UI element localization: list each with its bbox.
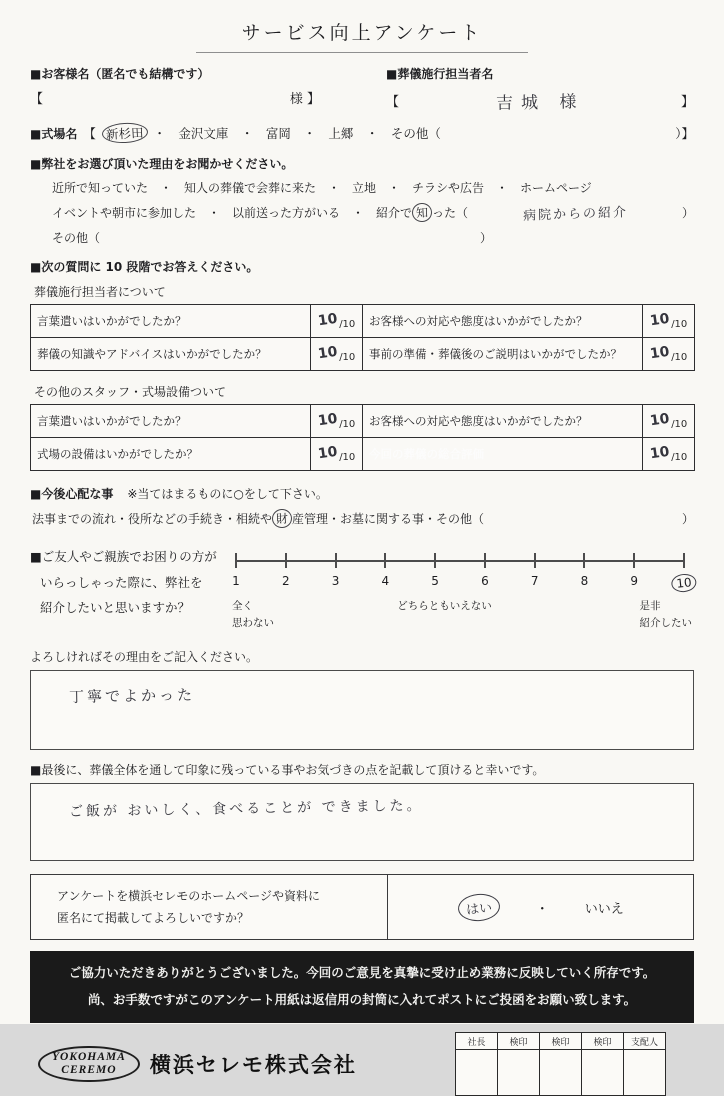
reason-handwritten-wrap	[468, 203, 682, 222]
permission-yes-circled: はい	[457, 892, 501, 923]
permission-separator: ・	[535, 901, 549, 917]
score-cell	[311, 405, 363, 438]
handwritten-score: 10	[648, 410, 671, 430]
recommend-scale	[232, 548, 693, 640]
question-cell: 式場の設備はいかがでしたか？	[31, 438, 311, 471]
staff-bracket-open: 【	[386, 95, 400, 110]
question-cell: 言葉遣いはいかがでしたか？	[31, 305, 311, 338]
venue-selected-circle-annotation: 新杉田	[101, 122, 147, 144]
concern-close: ）	[681, 512, 694, 526]
table2-heading: その他のスタッフ・式場設備ついて	[34, 385, 227, 399]
scale-number-3: 3	[331, 574, 340, 588]
score-cell	[643, 338, 695, 371]
logo-text-line2: CEREMO	[61, 1064, 117, 1077]
score-cell	[643, 305, 695, 338]
reason-write-box	[30, 670, 694, 750]
stamp-header-president: 社長	[456, 1033, 498, 1050]
recommend-question-line1: ■ご友人やご親族でお困りの方が	[30, 549, 217, 564]
score-denominator: /10	[671, 352, 688, 363]
stamp-header-manager: 支配人	[624, 1033, 666, 1050]
overall-rating-cell: 今回の葬儀の総合評価	[363, 438, 643, 471]
score-denominator: /10	[339, 419, 356, 430]
scale-tick	[235, 553, 237, 568]
page-title: サービス向上アンケート	[196, 16, 529, 53]
question-cell: お客様への対応や態度はいかがでしたか？	[363, 305, 643, 338]
scale-label-low-line1: 全く	[232, 600, 253, 612]
footer	[30, 1032, 694, 1096]
handwritten-score: 10	[316, 343, 339, 363]
concern-circle-annotation: 財	[272, 508, 293, 528]
reason-box-handwriting: 丁寧でよかった	[68, 685, 196, 707]
reason-box-label: よろしければその理由をご記入ください。	[30, 650, 259, 664]
stamp-cell	[540, 1050, 582, 1096]
scale-tick	[285, 553, 287, 568]
scale-tick	[434, 553, 436, 568]
scale-number-9: 9	[630, 574, 639, 588]
reason-line2-text-tail: った（	[432, 206, 469, 220]
customer-bracket-open: 【	[30, 92, 44, 107]
score-denominator: /10	[339, 319, 356, 330]
handwritten-score: 10	[648, 443, 671, 463]
permission-no: いいえ	[584, 901, 624, 917]
company-name: 横浜セレモ株式会社	[149, 1053, 357, 1078]
staff-rating-table	[30, 304, 695, 371]
table-row	[31, 305, 695, 338]
handwritten-score: 10	[316, 310, 339, 330]
venue-bracket-close: ）】	[675, 126, 694, 141]
handwritten-score: 10	[316, 410, 339, 430]
scale-number-8: 8	[580, 574, 589, 588]
final-box-handwriting: ご飯が おいしく、食べることが できました。	[68, 797, 424, 821]
recommend-section	[30, 544, 694, 640]
scale-label-high-line2: 紹介したい	[639, 616, 692, 629]
venue-label: ■式場名	[30, 126, 78, 141]
customer-name-field	[30, 88, 386, 113]
scale-label-low	[232, 598, 274, 632]
score-cell	[643, 438, 695, 471]
scale-label-low-line2: 思わない	[232, 616, 274, 629]
reason-other-open: その他（	[52, 231, 101, 245]
final-write-box	[30, 783, 694, 861]
ten-scale-instruction: ■次の質問に 10 段階でお答えください。	[30, 260, 259, 274]
scale-label-high	[640, 598, 693, 632]
score-cell	[643, 405, 695, 438]
venue-options: ・ 金沢文庫 ・ 富岡 ・ 上郷 ・ その他（	[153, 126, 441, 141]
name-values-row	[30, 88, 694, 113]
scale-tick	[683, 553, 685, 568]
stamp-header-check2: 検印	[540, 1033, 582, 1050]
stamp-cell	[624, 1050, 666, 1096]
recommend-question-line2: いらっしゃった際に、弊社を	[40, 574, 203, 590]
handwritten-score: 10	[648, 343, 671, 363]
table-row	[31, 338, 695, 371]
reason-line2-text: イベントや朝市に参加した ・ 以前送った方がいる ・ 紹介で	[52, 206, 413, 220]
table-row	[31, 405, 695, 438]
reason-options-line-3	[52, 229, 492, 246]
venue-row	[30, 123, 694, 143]
handwritten-score: 10	[316, 443, 339, 463]
company-logo	[38, 1046, 357, 1082]
reason-section	[30, 155, 694, 246]
stamp-cell	[456, 1050, 498, 1096]
score-denominator: /10	[671, 452, 688, 463]
stamp-cell	[498, 1050, 540, 1096]
scale-tick	[384, 553, 386, 568]
facility-rating-table	[30, 404, 695, 471]
handwritten-score: 10	[648, 310, 671, 330]
table1-heading: 葬儀施行担当者について	[34, 285, 166, 299]
final-box-label: ■最後に、葬儀全体を通して印象に残っている事やお気づきの点を記載して頂けると幸いです。	[30, 763, 545, 777]
concern-heading-row	[30, 485, 694, 502]
scale-number-4: 4	[381, 574, 390, 588]
concern-note: ※当てはまるものに○をして下さい。	[127, 487, 328, 501]
permission-question-line2: 匿名にて掲載してよろしいですか？	[57, 911, 250, 926]
stamp-header-check1: 検印	[498, 1033, 540, 1050]
scale-number-7: 7	[530, 574, 539, 588]
scale-tick	[484, 553, 486, 568]
thanks-line1: ご協力いただきありがとうございました。今回のご意見を真摯に受け止め業務に反映していく所存です。	[68, 965, 656, 981]
question-cell: 事前の準備・葬儀後のご説明はいかがでしたか？	[363, 338, 643, 371]
reason-handwritten-answer: 病院からの紹介	[522, 205, 628, 224]
scale-number-1: 1	[232, 574, 240, 588]
customer-bracket-close: 様 】	[289, 92, 320, 107]
venue-bracket-open: 【	[83, 126, 96, 141]
staff-name-field	[386, 88, 694, 113]
scale-label-high-line1: 是非	[639, 600, 661, 612]
scale-tick	[583, 553, 585, 568]
score-denominator: /10	[671, 419, 688, 430]
question-cell: 葬儀の知識やアドバイスはいかがでしたか？	[31, 338, 311, 371]
scale-tick	[633, 553, 635, 568]
permission-question	[31, 875, 388, 939]
score-cell	[311, 305, 363, 338]
scale-label-mid: どちらともいえない	[397, 600, 492, 612]
staff-bracket-close: 】	[680, 95, 694, 110]
recommend-question-line3: 紹介したいと思いますか？	[40, 600, 191, 616]
reason-other-close: ）	[479, 231, 492, 245]
reason-options-line-1: 近所で知っていた ・ 知人の葬儀で会葬に来た ・ 立地 ・ チラシや広告 ・ ホームページ	[52, 181, 592, 195]
concern-text-tail: 産管理・お墓に関する事・その他（	[292, 512, 485, 526]
stamp-empty-row	[456, 1050, 666, 1096]
concern-text: 法事までの流れ・役所などの手続き・相続や	[32, 512, 273, 526]
thanks-line2: 尚、お手数ですがこのアンケート用紙は返信用の封筒に入れてポストにご投函をお願い致します。	[87, 992, 637, 1008]
score-denominator: /10	[339, 352, 356, 363]
score-cell	[311, 338, 363, 371]
staff-name-handwritten: 吉城 様	[495, 92, 585, 114]
score-cell	[311, 438, 363, 471]
scale-axis-line	[236, 560, 684, 562]
scale-tick	[534, 553, 536, 568]
scale-number-2: 2	[281, 574, 290, 588]
stamp-header-check3: 検印	[582, 1033, 624, 1050]
stamp-cell	[582, 1050, 624, 1096]
page-title-wrap	[30, 16, 694, 53]
scale-tick	[335, 553, 337, 568]
logo-text-line1: YOKOHAMA	[52, 1050, 126, 1063]
table-row	[31, 438, 695, 471]
scale-circle-annotation: 10	[670, 573, 697, 594]
permission-answer	[388, 875, 693, 939]
recommend-question	[30, 544, 232, 640]
question-cell: お客様への対応や態度はいかがでしたか？	[363, 405, 643, 438]
name-labels-row	[30, 65, 694, 82]
concern-heading: ■今後心配な事	[30, 487, 114, 501]
permission-question-line1: アンケートを横浜セレモのホームページや資料に	[57, 889, 321, 903]
approval-stamp-table	[455, 1032, 666, 1096]
scale-number-6: 6	[481, 574, 489, 588]
score-denominator: /10	[671, 319, 688, 330]
customer-name-label: ■お客様名（匿名でも結構です）	[30, 67, 210, 81]
thanks-notice-bar	[30, 951, 694, 1023]
reason-line2-close: ）	[681, 206, 694, 220]
reason-circle-annotation: 知	[412, 202, 433, 222]
score-denominator: /10	[339, 452, 356, 463]
scale-number-5: 5	[431, 574, 439, 588]
reason-options-line-2	[52, 203, 694, 222]
stamp-header-row	[456, 1033, 666, 1050]
publish-permission-box	[30, 874, 694, 940]
reason-heading: ■弊社をお選び頂いた理由をお聞かせください。	[30, 157, 294, 171]
question-cell: 言葉遣いはいかがでしたか？	[31, 405, 311, 438]
scale-number-10-selected	[671, 574, 696, 592]
yokohama-ceremo-logo-icon	[38, 1046, 140, 1082]
concern-options-line	[32, 509, 694, 528]
staff-name-label: ■葬儀施行担当者名	[386, 67, 494, 81]
